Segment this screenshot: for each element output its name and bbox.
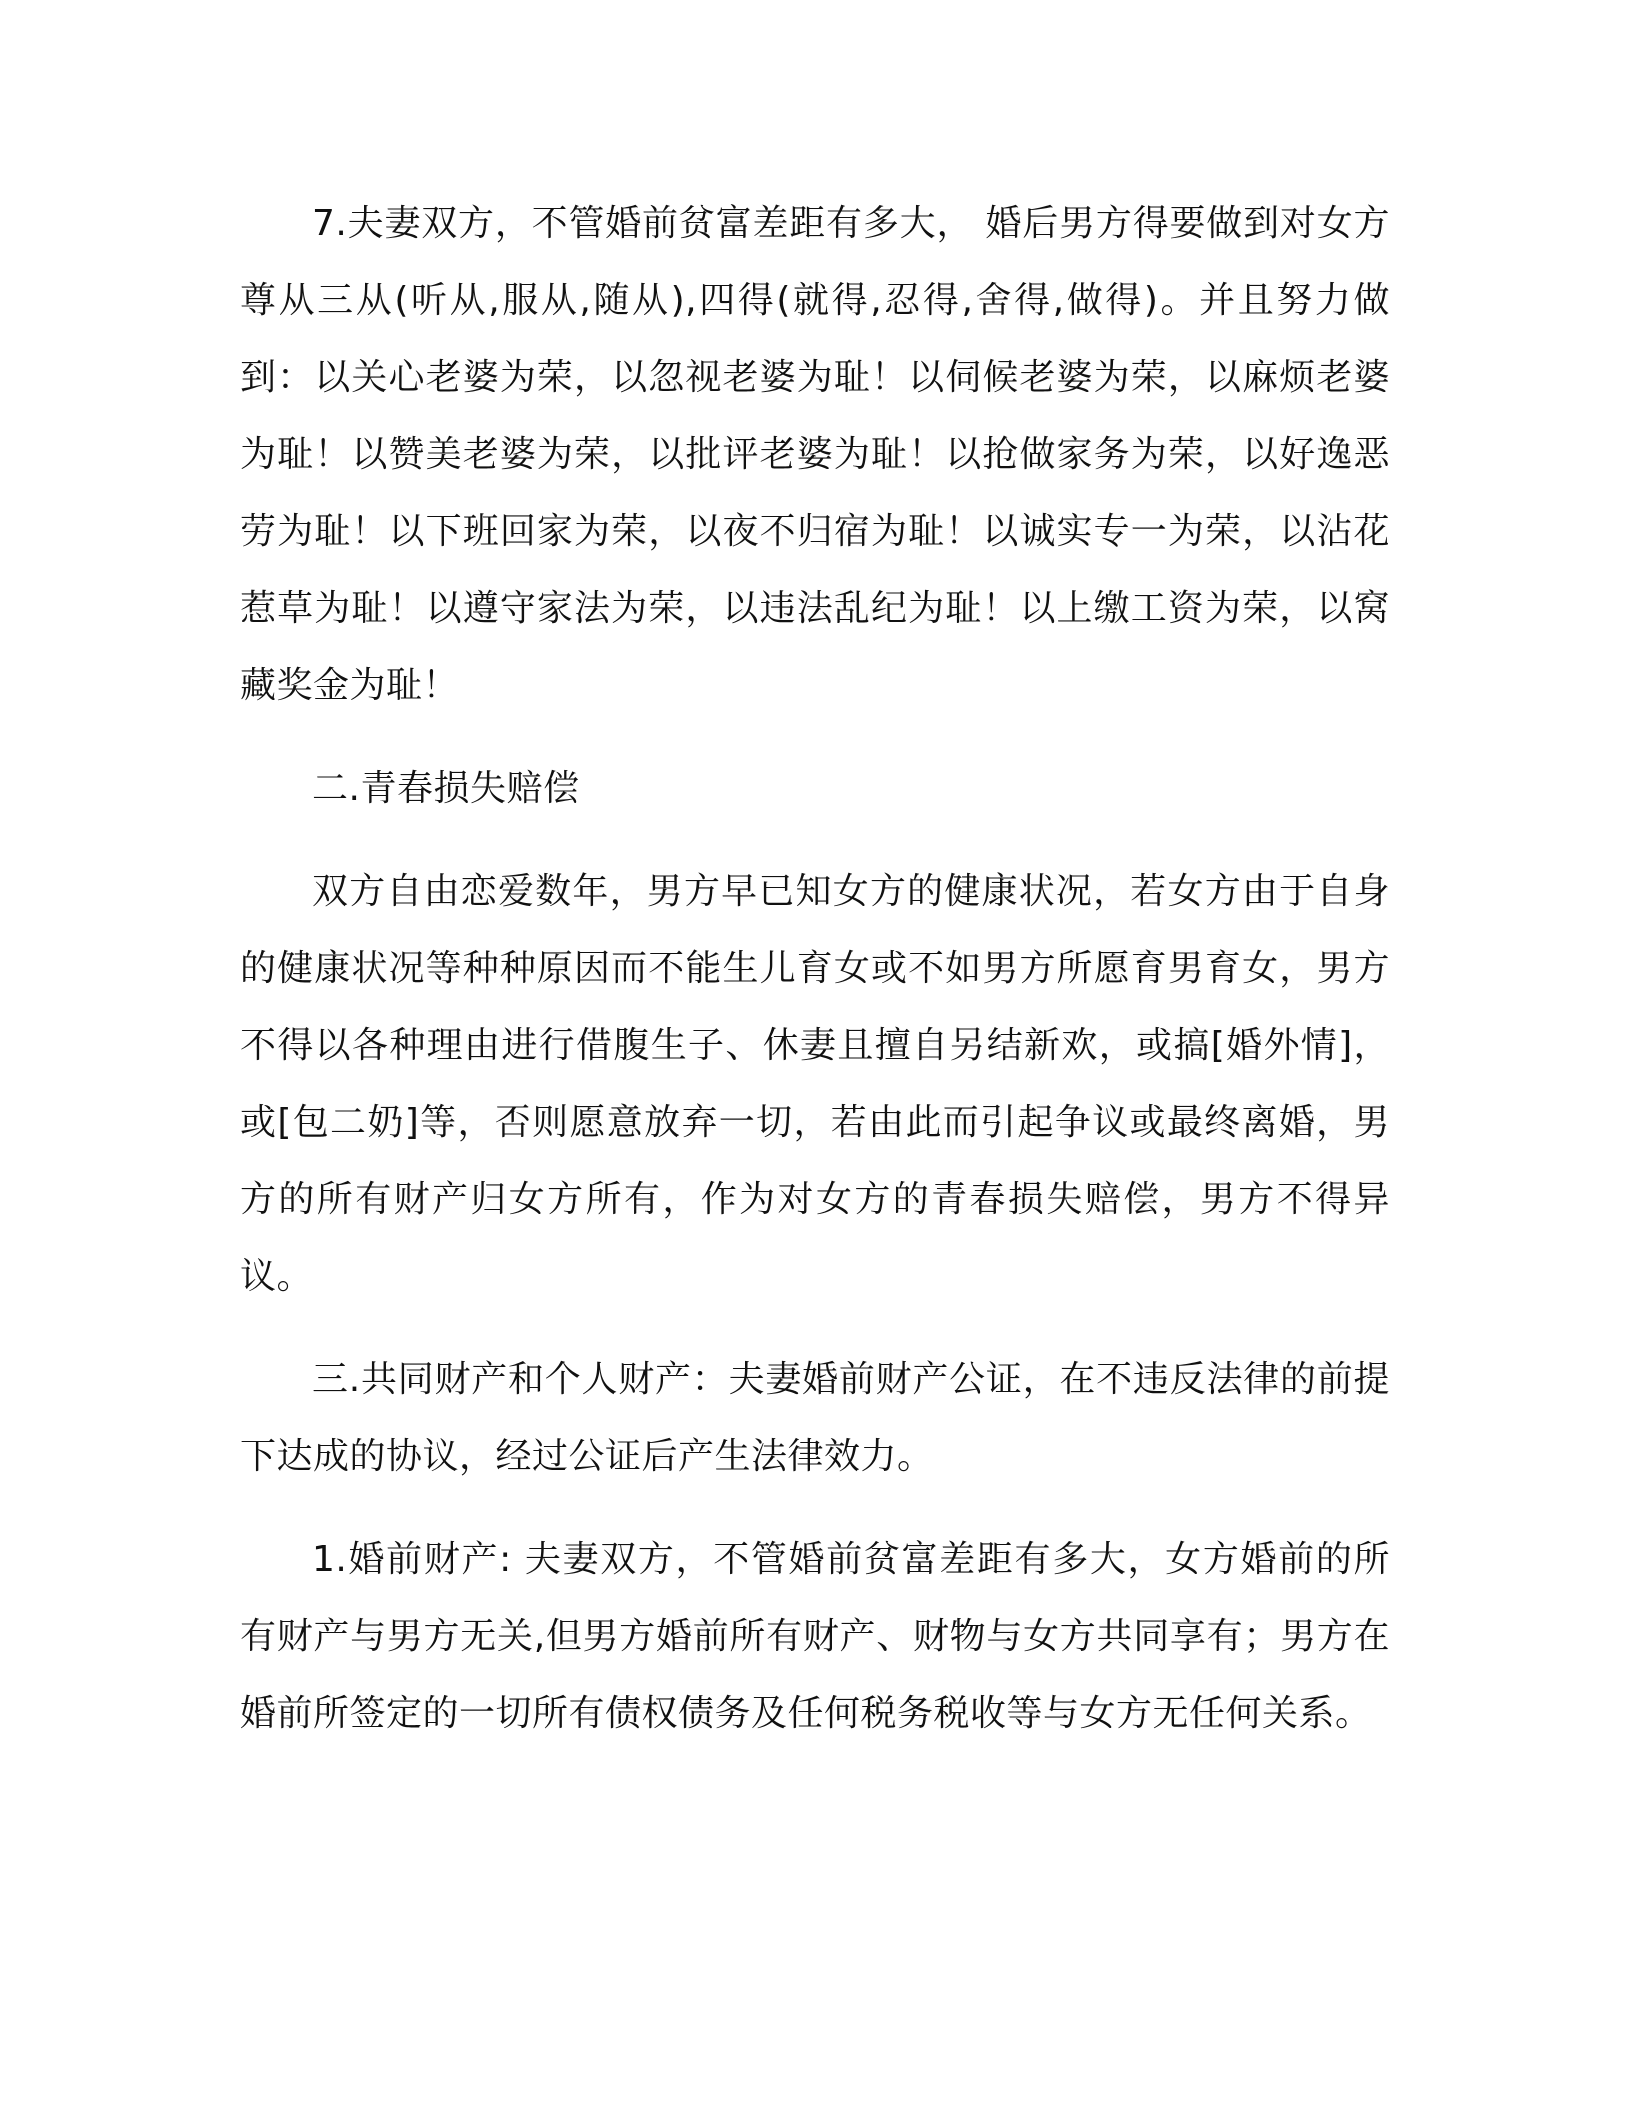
- paragraph-clause-7: 7.夫妻双方，不管婚前贫富差距有多大， 婚后男方得要做到对女方尊从三从(听从,服从,随从),四得(就得,忍得,舍得,做得)。并且努力做到：以关心老婆为荣，以忽视老婆为耻！以伺候老婆为荣，以麻烦老婆为耻！以赞美老婆为荣，以批评老婆为耻！以抢做家务为荣，以好逸恶劳为耻！以下班回家为荣，以夜不归宿为耻！以诚实专一为荣，以沾花惹草为耻！以遵守家法为荣，以违法乱纪为耻！以上缴工资为荣，以窝藏奖金为耻！: [240, 203, 1390, 706]
- section-heading-joint-and-personal-property: 三.共同财产和个人财产：夫妻婚前财产公证，在不违反法律的前提下达成的协议，经过公证后产生法律效力。: [240, 1359, 1390, 1477]
- section-heading-youth-compensation: 二.青春损失赔偿: [312, 768, 580, 809]
- paragraph-premarital-property: 1.婚前财产: 夫妻双方，不管婚前贫富差距有多大，女方婚前的所有财产与男方无关,但男方婚前所有财产、财物与女方共同享有；男方在婚前所签定的一切所有债权债务及任何税务税收等与女方无任何关系。: [240, 1539, 1390, 1734]
- paragraph-youth-compensation: 双方自由恋爱数年，男方早已知女方的健康状况，若女方由于自身的健康状况等种种原因而不能生儿育女或不如男方所愿育男育女，男方不得以各种理由进行借腹生子、休妻且擅自另结新欢，或搞[婚外情]，或[包二奶]等，否则愿意放弃一切，若由此而引起争议或最终离婚，男方的所有财产归女方所有，作为对女方的青春损失赔偿，男方不得异议。: [240, 871, 1390, 1297]
- document-body: [240, 185, 1390, 1752]
